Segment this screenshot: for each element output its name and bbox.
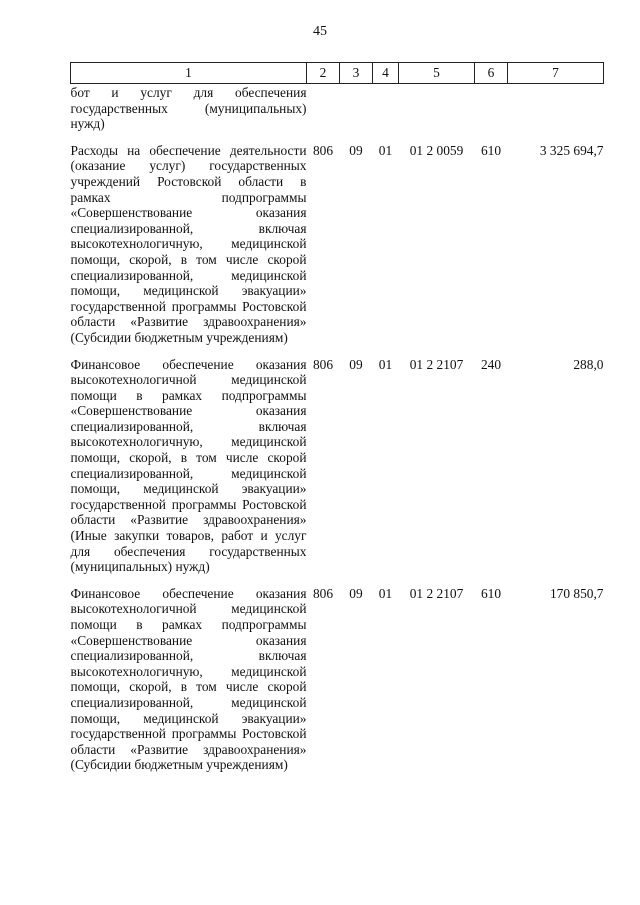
row-ministry-code: 806 <box>312 585 334 601</box>
row-section-code: 09 <box>349 585 363 601</box>
row-subsection-code: 01 <box>378 356 393 372</box>
row-amount: 288,0 <box>573 356 604 372</box>
column-header-7: 7 <box>508 63 604 84</box>
budget-table <box>70 62 604 773</box>
row-subsection-code: 01 <box>378 585 393 601</box>
row-description: Финансовое обеспечение оказания высокотехнологичной медицинской помощи в рамках подпрограммы «Совершенствование оказания специализированной, включая высокотехнологичную, медицинской помощи, скорой, в том числе скорой специализированной, медицинской помощи, медицинской эвакуации» государственной программы Ростовской области «Развитие здравоохранения» (Иные закупки товаров, работ и услуг для обеспечения государственных (муниципальных) нужд) <box>70 356 307 575</box>
column-header-6: 6 <box>475 63 508 84</box>
column-header-3: 3 <box>340 63 373 84</box>
column-header-1: 1 <box>71 63 307 84</box>
table-row <box>71 84 604 132</box>
row-subsection-code <box>373 84 399 132</box>
table-row <box>71 575 604 773</box>
row-amount <box>508 84 604 132</box>
row-target-article: 01 2 2107 <box>409 356 464 372</box>
page-number: 45 <box>313 24 327 39</box>
row-expense-type: 610 <box>480 142 502 158</box>
row-ministry-code <box>307 84 340 132</box>
row-description: Расходы на обеспечение деятельности (оказание услуг) государственных учреждений Ростовской области в рамках подпрограммы «Совершенствование оказания специализированной, включая высокотехнологичную, медицинской помощи, скорой, в том числе скорой специализированной, медицинской помощи, медицинской эвакуации» государственной программы Ростовской области «Развитие здравоохранения» (Субсидии бюджетным учреждениям) <box>70 142 307 345</box>
row-section-code: 09 <box>349 142 363 158</box>
row-section-code: 09 <box>349 356 363 372</box>
column-header-4: 4 <box>373 63 399 84</box>
row-description: Финансовое обеспечение оказания высокотехнологичной медицинской помощи в рамках подпрограммы «Совершенствование оказания специализированной, включая высокотехнологичную, медицинской помощи, скорой, в том числе скорой специализированной, медицинской помощи, медицинской эвакуации» государственной программы Ростовской области «Развитие здравоохранения» (Субсидии бюджетным учреждениям) <box>70 585 307 773</box>
header-row <box>71 63 604 84</box>
row-section-code <box>340 84 373 132</box>
row-expense-type: 240 <box>480 356 502 372</box>
table-row <box>71 346 604 575</box>
row-amount: 3 325 694,7 <box>539 142 604 158</box>
row-ministry-code: 806 <box>312 356 334 372</box>
row-subsection-code: 01 <box>378 142 393 158</box>
column-header-5: 5 <box>399 63 475 84</box>
row-ministry-code: 806 <box>312 142 334 158</box>
row-target-article: 01 2 2107 <box>409 585 464 601</box>
row-target-article <box>399 84 475 132</box>
row-expense-type <box>475 84 508 132</box>
row-expense-type: 610 <box>480 585 502 601</box>
row-target-article: 01 2 0059 <box>409 142 464 158</box>
table-row <box>71 132 604 346</box>
row-amount: 170 850,7 <box>549 585 604 601</box>
row-description: бот и услуг для обеспечения государственных (муниципальных) нужд) <box>70 85 307 132</box>
column-header-2: 2 <box>307 63 340 84</box>
